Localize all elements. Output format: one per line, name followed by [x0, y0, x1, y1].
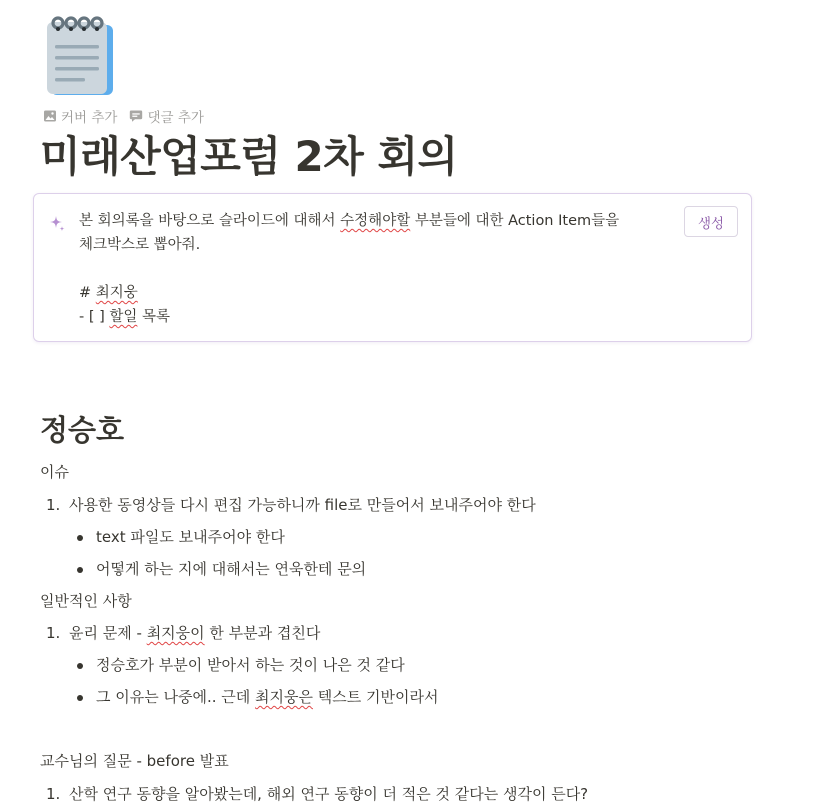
numbered-list-item[interactable]: 사용한 동영상들 다시 편집 가능하니까 file로 만들어서 보내주어야 한다	[69, 496, 536, 514]
bulleted-list-item[interactable]	[96, 654, 405, 676]
spellcheck-word: 최지웅은	[255, 688, 313, 706]
list-number: 1.	[46, 624, 61, 642]
prompt-line	[79, 209, 679, 233]
item-text: 한 부분과 겹친다	[204, 624, 321, 642]
prompt-text: 체크박스로 뽑아줘.	[79, 237, 201, 253]
list-number: 1.	[46, 785, 61, 803]
item-text: 텍스트 기반이라서	[313, 688, 439, 706]
item-text: 정승호가 부분이 받아서 하는 것이 나은 것 같다	[96, 656, 405, 674]
image-icon	[43, 109, 57, 123]
general-label[interactable]: 일반적인 사항	[40, 592, 132, 610]
numbered-list-item[interactable]: 산학 연구 동향을 알아봤는데, 해외 연구 동향이 더 적은 것 같다는 생각이 든다?	[69, 785, 589, 803]
prompt-line	[79, 281, 679, 305]
prompt-text: 목록	[137, 309, 171, 325]
spellcheck-word: 최지웅	[95, 285, 138, 301]
spellcheck-word: 수정해야할	[340, 213, 411, 229]
bullet-dot	[77, 695, 83, 701]
item-text: 윤리 문제 -	[69, 624, 147, 642]
bullet-dot	[77, 535, 83, 541]
issue-label[interactable]: 이슈	[40, 463, 69, 481]
spellcheck-word: 할일	[109, 309, 138, 325]
prompt-text: - [ ]	[79, 309, 110, 325]
professor-question-label[interactable]: 교수님의 질문 - before 발표	[40, 752, 229, 770]
bullet-dot	[77, 567, 83, 573]
ai-prompt-input[interactable]	[79, 209, 679, 329]
notepad-icon[interactable]	[45, 14, 115, 96]
ai-prompt-block	[33, 193, 752, 342]
page-controls	[43, 106, 204, 126]
sparkle-icon	[47, 214, 67, 234]
spellcheck-word: 최지웅이	[146, 624, 205, 642]
add-cover-label: 커버 추가	[61, 110, 118, 126]
comment-icon	[129, 109, 143, 123]
bulleted-list-item[interactable]: text 파일도 보내주어야 한다	[96, 528, 285, 546]
bulleted-list-item[interactable]: 어떻게 하는 지에 대해서는 연욱한테 문의	[96, 560, 367, 578]
prompt-line	[79, 233, 679, 257]
bullet-dot	[77, 663, 83, 669]
numbered-list-item[interactable]	[69, 622, 320, 644]
item-text: 그 이유는 나중에.. 근데	[96, 688, 256, 706]
page-title[interactable]: 미래산업포럼 2차 회의	[40, 132, 458, 181]
prompt-line-empty	[79, 257, 679, 281]
prompt-line	[79, 305, 679, 329]
add-comment-button[interactable]	[129, 106, 203, 126]
prompt-text: 부분들에 대한 Action Item들을	[410, 213, 620, 229]
prompt-text: 본 회의록을 바탕으로 슬라이드에 대해서	[79, 213, 341, 229]
prompt-text: #	[79, 285, 96, 301]
list-number: 1.	[46, 496, 61, 514]
generate-button[interactable]: 생성	[684, 206, 738, 237]
add-cover-button[interactable]	[43, 106, 117, 126]
section-heading[interactable]: 정승호	[40, 413, 125, 447]
bulleted-list-item[interactable]	[96, 686, 438, 708]
add-comment-label: 댓글 추가	[147, 110, 204, 126]
